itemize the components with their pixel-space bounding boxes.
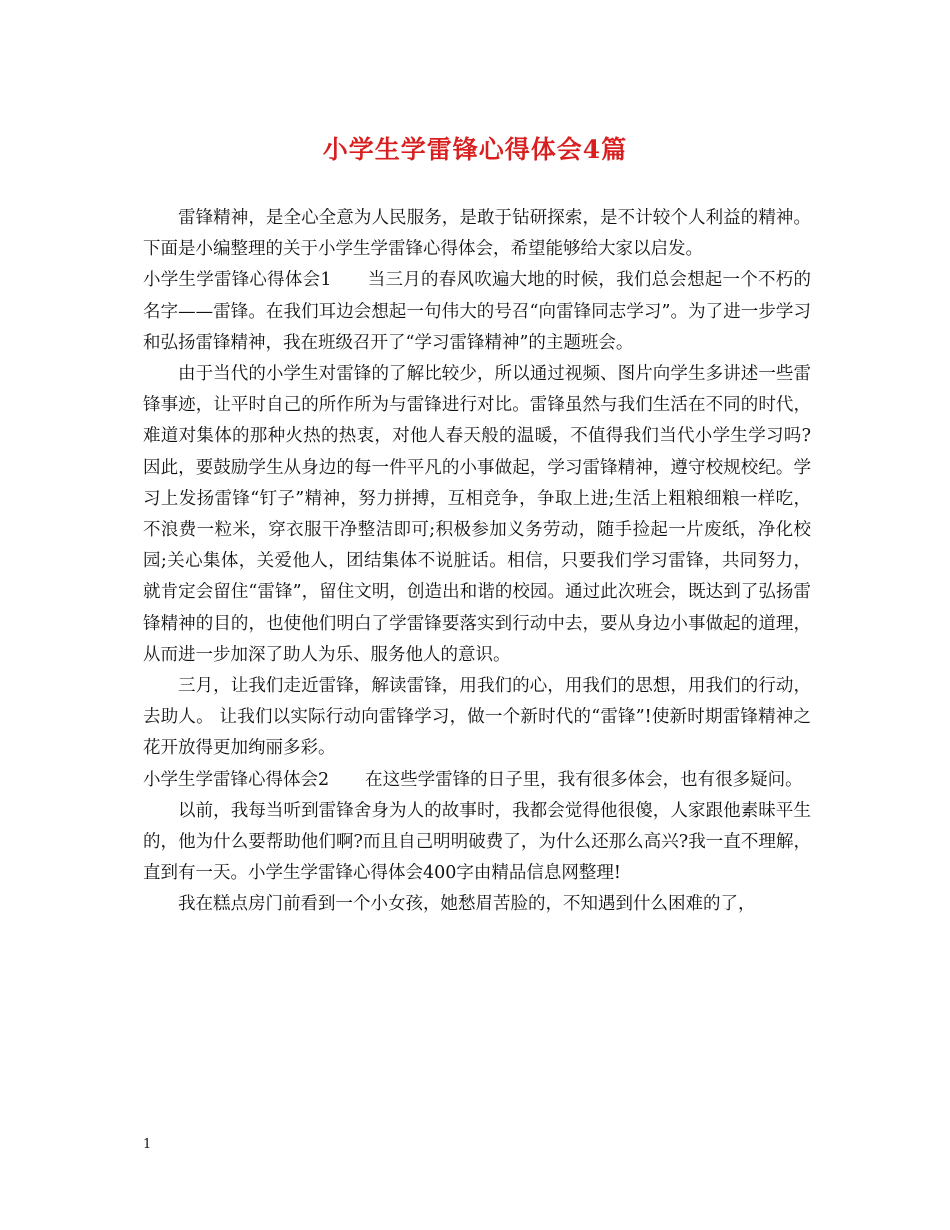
paragraph-3 [143,359,811,671]
paragraph-text: 雷锋精神，是全心全意为人民服务，是敢于钻研探索，是不计较个人利益的精神。下面是小编整理的关于小学生学雷锋心得体会，希望能够给大家以启发。 [143,208,811,260]
paragraph-text: 在这些学雷锋的日子里，我有很多体会，也有很多疑问。 [365,769,803,790]
paragraph-section-2 [143,765,811,796]
paragraph-intro [143,203,811,265]
paragraph-6 [143,796,811,890]
page-number: 1 [143,1137,152,1152]
paragraph-text: 当三月的春风吹遍大地的时候，我们总会想起一个不朽的名字——雷锋。在我们耳边会想起一句伟大的号召“向雷锋同志学习”。为了进一步学习和弘扬雷锋精神，我在班级召开了“学习雷锋精神”的主题班会。 [143,270,812,353]
paragraph-4 [143,671,811,765]
paragraph-text: 由于当代的小学生对雷锋的了解比较少，所以通过视频、图片向学生多讲述一些雷锋事迹，让平时自己的所作所为与雷锋进行对比。雷锋虽然与我们生活在不同的时代，难道对集体的那种火热的热衷，对他人春天般的温暖，不值得我们当代小学生学习吗?因此，要鼓励学生从身边的每一件平凡的小事做起，学习雷锋精神，遵守校规校纪。学习上发扬雷锋“钉子”精神，努力拼搏，互相竞争，争取上进;生活上粗粮细粮一样吃，不浪费一粒米，穿衣服干净整洁即可;积极参加义务劳动，随手捡起一片废纸，净化校园;关心集体，关爱他人，团结集体不说脏话。相信，只要我们学习雷锋，共同努力，就肯定会留住“雷锋”，留住文明，创造出和谐的校园。通过此次班会，既达到了弘扬雷锋精神的目的，也使他们明白了学雷锋要落实到行动中去，要从身边小事做起的道理，从而进一步加深了助人为乐、服务他人的意识。 [143,364,811,665]
paragraph-section-1 [143,265,811,359]
section-heading-2: 小学生学雷锋心得体会2 [143,769,330,790]
document-body [143,203,811,921]
paragraph-text: 以前，我每当听到雷锋舍身为人的故事时，我都会觉得他很傻，人家跟他素昧平生的，他为什么要帮助他们啊?而且自己明明破费了，为什么还那么高兴?我一直不理解，直到有一天。小学生学雷锋心得体会400字由精品信息网整理! [143,800,811,884]
paragraph-text: 三月，让我们走近雷锋，解读雷锋，用我们的心，用我们的思想，用我们的行动，去助人。 让我们以实际行动向雷锋学习，做一个新时代的“雷锋”!使新时期雷锋精神之花开放得更加绚丽多彩。 [143,676,811,759]
section-heading-1: 小学生学雷锋心得体会1 [143,270,332,291]
document-title: 小学生学雷锋心得体会4篇 [322,135,628,164]
paragraph-7 [143,889,811,920]
paragraph-text: 我在糕点房门前看到一个小女孩，她愁眉苦脸的，不知遇到什么困难的了， [178,894,756,915]
